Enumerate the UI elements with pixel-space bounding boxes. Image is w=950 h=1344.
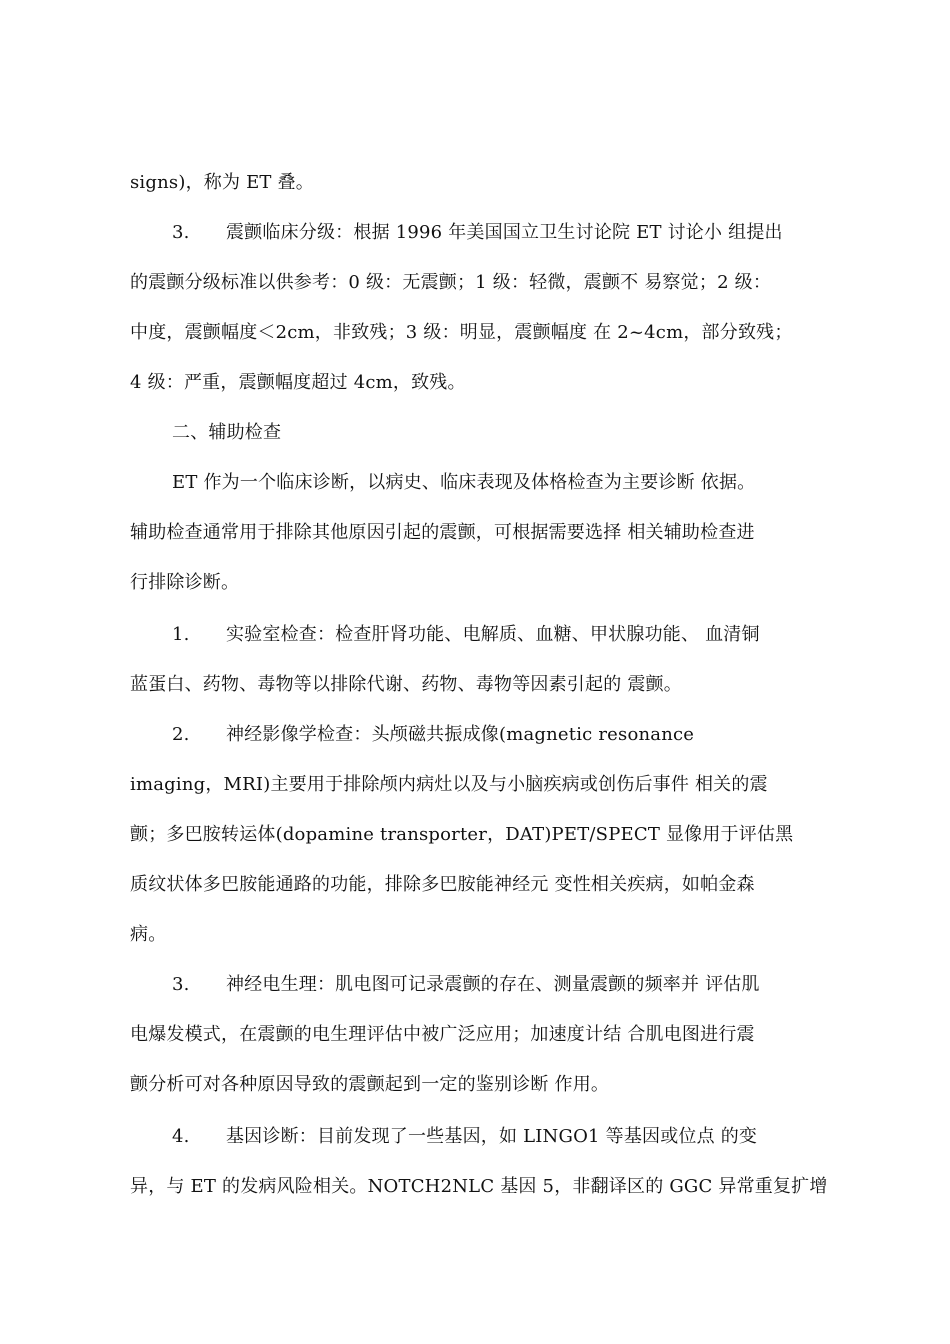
text-line: signs)，称为 ET 叠。: [130, 172, 314, 193]
text-line: 3. 震颤临床分级：根据 1996 年美国国立卫生讨论院 ET 讨论小 组提出: [172, 222, 783, 243]
text-line: 颤；多巴胺转运体(dopamine transporter，DAT)PET/SPECT 显像用于评估黑: [130, 824, 794, 845]
text-line: 的震颤分级标准以供参考：0 级：无震颤；1 级：轻微，震颤不 易察觉；2 级：: [130, 272, 772, 293]
section-heading: 二、辅助检查: [172, 422, 282, 443]
text-line: 蓝蛋白、药物、毒物等以排除代谢、药物、毒物等因素引起的 震颤。: [130, 674, 682, 695]
text-line: 2. 神经影像学检查：头颅磁共振成像(magnetic resonance: [172, 724, 695, 745]
text-line: 4. 基因诊断：目前发现了一些基因，如 LINGO1 等基因或位点 的变: [172, 1126, 758, 1147]
text-line: 辅助检查通常用于排除其他原因引起的震颤，可根据需要选择 相关辅助检查进: [130, 522, 755, 543]
text-line: 电爆发模式，在震颤的电生理评估中被广泛应用；加速度计结 合肌电图进行震: [130, 1024, 755, 1045]
text-line: 行排除诊断。: [130, 572, 240, 593]
text-line: imaging，MRI)主要用于排除颅内病灶以及与小脑疾病或创伤后事件 相关的震: [130, 774, 768, 795]
text-line: 病。: [130, 924, 167, 945]
text-line: ET 作为一个临床诊断，以病史、临床表现及体格检查为主要诊断 依据。: [172, 472, 756, 493]
text-line: 质纹状体多巴胺能通路的功能，排除多巴胺能神经元 变性相关疾病，如帕金森: [130, 874, 755, 895]
text-line: 中度，震颤幅度＜2cm，非致残；3 级：明显，震颤幅度 在 2~4cm，部分致残；: [130, 322, 793, 343]
text-line: 3. 神经电生理：肌电图可记录震颤的存在、测量震颤的频率并 评估肌: [172, 974, 760, 995]
text-line: 颤分析可对各种原因导致的震颤起到一定的鉴别诊断 作用。: [130, 1074, 610, 1095]
text-line: 4 级：严重，震颤幅度超过 4cm，致残。: [130, 372, 466, 393]
text-line: 异，与 ET 的发病风险相关。NOTCH2NLC 基因 5，非翻译区的 GGC 异常重复扩增: [130, 1176, 828, 1197]
text-line: 1. 实验室检查：检查肝肾功能、电解质、血糖、甲状腺功能、 血清铜: [172, 624, 760, 645]
